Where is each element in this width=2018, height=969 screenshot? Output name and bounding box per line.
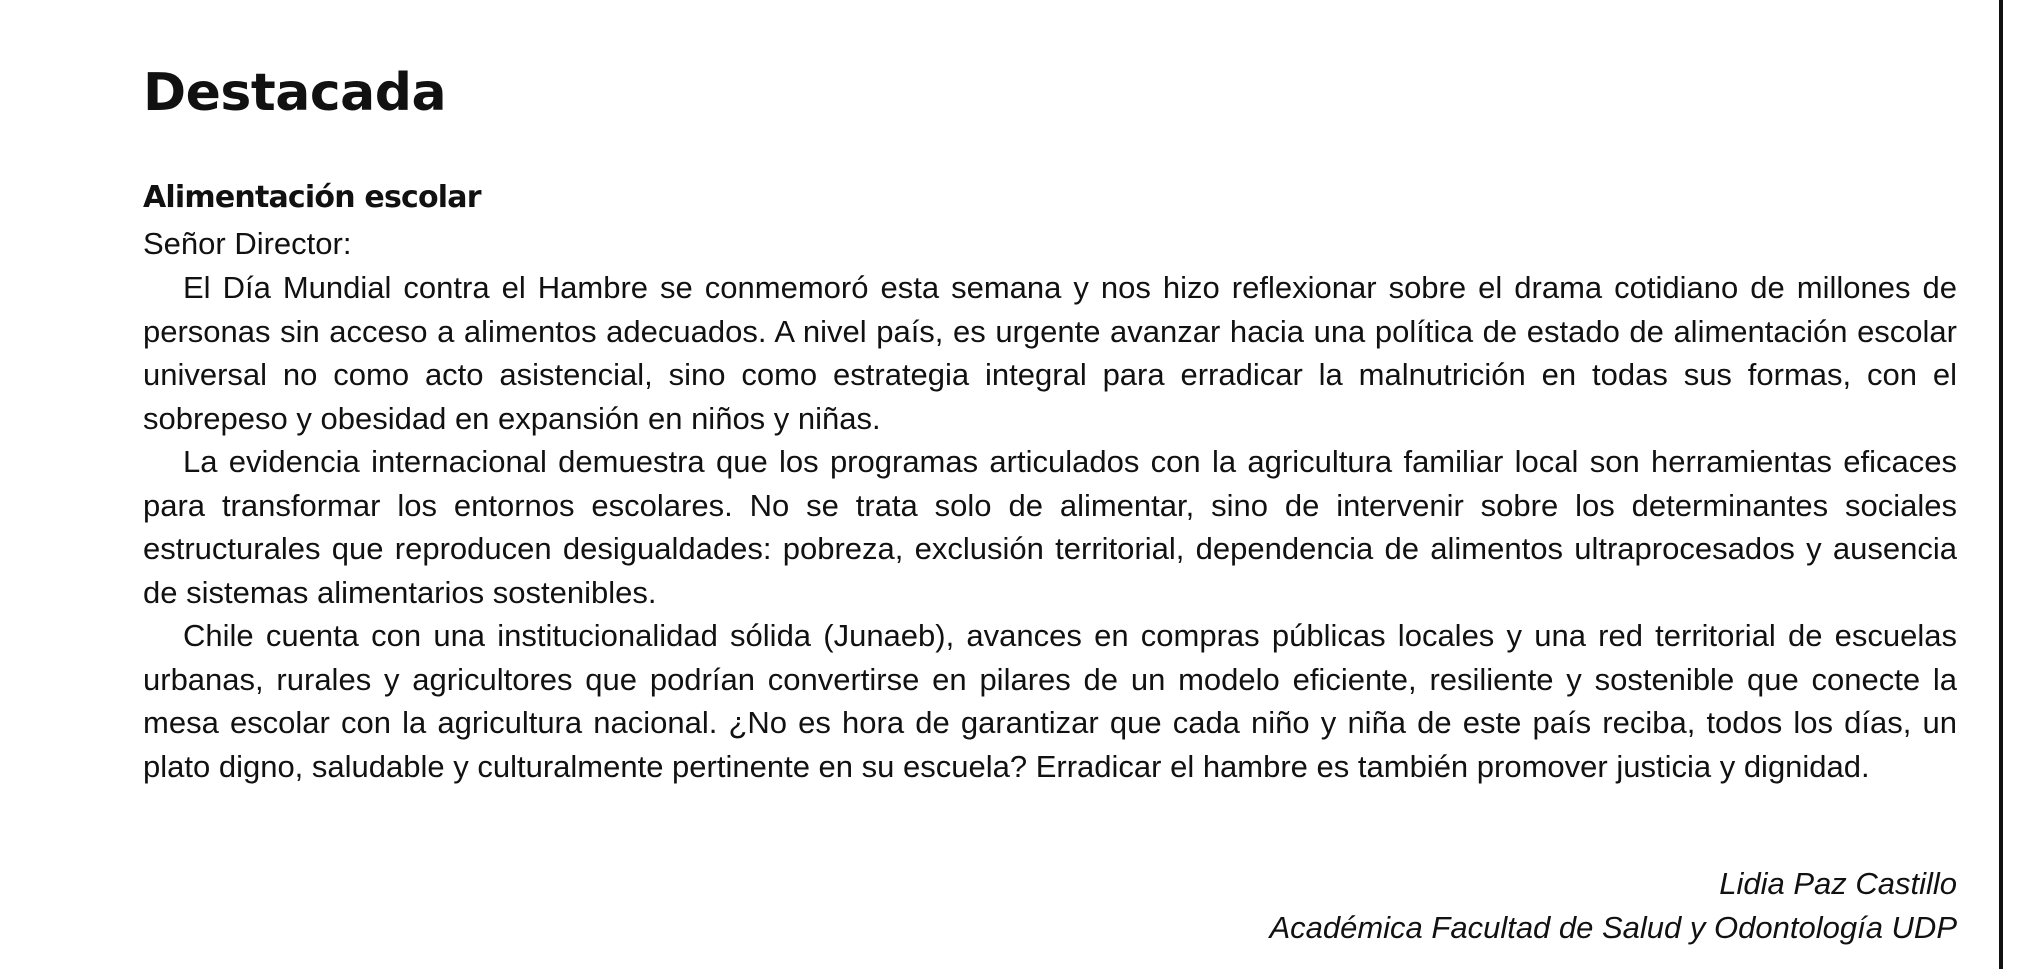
letter-title: Alimentación escolar <box>143 180 481 215</box>
letter-body <box>143 266 1957 788</box>
author-affiliation: Académica Facultad de Salud y Odontología UDP <box>1269 910 1957 945</box>
author-name: Lidia Paz Castillo <box>1719 866 1957 901</box>
letter-paragraph-2: La evidencia internacional demuestra que los programas articulados con la agricultura familiar local son herramientas eficaces para transformar los entornos escolares. No se trata solo de alimentar, sino de intervenir sobre los determinantes sociales estructurales que reproducen desigualdades: pobreza, exclusión territorial, dependencia de alimentos ultraprocesados y ausencia de sistemas alimentarios sostenibles. <box>143 444 1957 610</box>
letter-signature <box>1269 862 1957 950</box>
letter-paragraph-1: El Día Mundial contra el Hambre se conmemoró esta semana y nos hizo reflexionar sobre el drama cotidiano de millones de personas sin acceso a alimentos adecuados. A nivel país, es urgente avanzar hacia una política de estado de alimentación escolar universal no como acto asistencial, sino como estrategia integral para erradicar la malnutrición en todas sus formas, con el sobrepeso y obesidad en expansión en niños y niñas. <box>143 270 1957 436</box>
section-title: Destacada <box>143 63 447 123</box>
letter-paragraph-3: Chile cuenta con una institucionalidad sólida (Junaeb), avances en compras públicas locales y una red territorial de escuelas urbanas, rurales y agricultores que podrían convertirse en pilares de un modelo eficiente, resiliente y sostenible que conecte la mesa escolar con la agricultura nacional. ¿No es hora de garantizar que cada niño y niña de este país reciba, todos los días, un plato digno, saludable y culturalmente pertinente en su escuela? Erradicar el hambre es también promover justicia y dignidad. <box>143 618 1957 784</box>
letter-salutation: Señor Director: <box>143 226 352 261</box>
column-divider-rule <box>1999 0 2003 969</box>
